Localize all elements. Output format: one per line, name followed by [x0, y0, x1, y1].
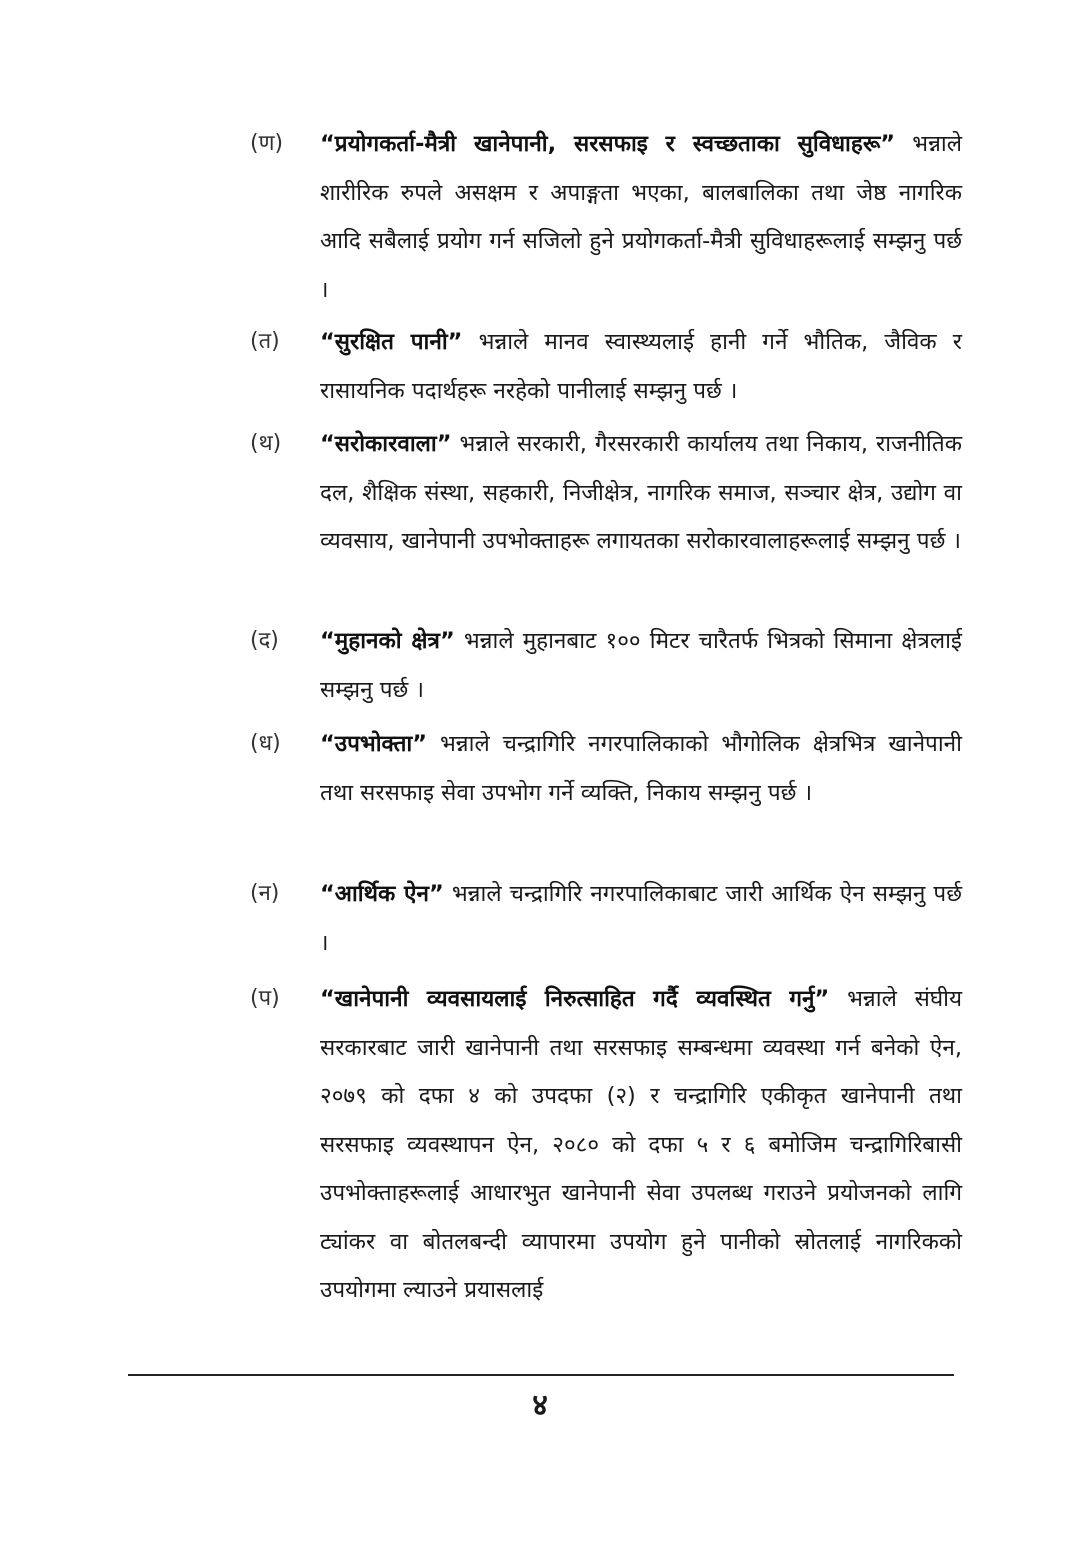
defined-term: “प्रयोगकर्ता-मैत्री खानेपानी, सरसफाइ र स्वच्छताका सुविधाहरू” — [320, 131, 896, 157]
clause-body — [320, 720, 962, 817]
clause-body — [320, 870, 962, 967]
page-number: ४ — [532, 1388, 548, 1423]
definition-text: भन्नाले सरकारी, गैरसरकारी कार्यालय तथा निकाय, राजनीतिक दल, शैक्षिक संस्था, सहकारी, निजीक्षेत्र, नागरिक समाज, सञ्चार क्षेत्र, उद्योग वा व्यवसाय, खानेपानी उपभोक्ताहरू लगायतका सरोकारवालाहरूलाई सम्झनु पर्छ । — [320, 431, 962, 554]
clause-na2 — [250, 870, 962, 967]
clause-marker: (ण) — [250, 131, 284, 156]
clause-marker: (ध) — [250, 731, 281, 756]
clause-pa — [250, 975, 962, 1315]
defined-term: “उपभोक्ता” — [320, 731, 428, 757]
defined-term: “आर्थिक ऐन” — [320, 881, 444, 907]
definition-text: भन्नाले शारीरिक रुपले असक्षम र अपाङ्गता भएका, बालबालिका तथा जेष्ठ नागरिक आदि सबैलाई प्रयोग गर्न सजिलो हुने प्रयोगकर्ता-मैत्री सुविधाहरूलाई सम्झनु पर्छ । — [320, 131, 962, 303]
definition-text: भन्नाले संघीय सरकारबाट जारी खानेपानी तथा सरसफाइ सम्बन्धमा व्यवस्था गर्न बनेको ऐन, २०७९ को दफा ४ को उपदफा (२) र चन्द्रागिरि एकीकृत खानेपानी तथा सरसफाइ व्यवस्थापन ऐन, २०८० को दफा ५ र ६ बमोजिम चन्द्रागिरिबासी उपभोक्ताहरूलाई आधारभुत खानेपानी सेवा उपलब्ध गराउने प्रयोजनको लागि ट्यांकर वा बोतलबन्दी व्यापारमा उपयोग हुने पानीको स्रोतलाई नागरिकको उपयोगमा ल्याउने प्रयासलाई — [320, 986, 963, 1303]
clause-body — [320, 120, 962, 314]
definition-text: भन्नाले चन्द्रागिरि नगरपालिकाबाट जारी आर्थिक ऐन सम्झनु पर्छ । — [320, 881, 962, 956]
definition-text: भन्नाले मानव स्वास्थ्यलाई हानी गर्ने भौतिक, जैविक र रासायनिक पदार्थहरू नरहेको पानीलाई सम्झनु पर्छ । — [320, 329, 962, 404]
clause-dha — [250, 720, 962, 817]
clause-marker: (प) — [250, 986, 280, 1011]
footer-rule — [128, 1374, 954, 1376]
defined-term: “सुरक्षित पानी” — [320, 329, 463, 355]
definition-text: भन्नाले मुहानबाट १०० मिटर चारैतर्फ भित्रको सिमाना क्षेत्रलाई सम्झनु पर्छ । — [320, 628, 962, 703]
clause-body — [320, 975, 962, 1315]
clause-body — [320, 617, 962, 714]
defined-term: “मुहानको क्षेत्र” — [320, 628, 455, 654]
clause-ta — [250, 318, 962, 415]
clause-body — [320, 420, 962, 566]
clause-marker: (थ) — [250, 431, 282, 456]
defined-term: “खानेपानी व्यवसायलाई निरुत्साहित गर्दै व्यवस्थित गर्नु” — [320, 986, 830, 1012]
clause-marker: (न) — [250, 881, 280, 906]
clause-na — [250, 120, 962, 314]
defined-term: “सरोकारवाला” — [320, 431, 452, 457]
clause-da — [250, 617, 962, 714]
clause-marker: (द) — [250, 628, 279, 653]
definition-text: भन्नाले चन्द्रागिरि नगरपालिकाको भौगोलिक क्षेत्रभित्र खानेपानी तथा सरसफाइ सेवा उपभोग गर्ने व्यक्ति, निकाय सम्झनु पर्छ । — [320, 731, 962, 806]
clause-marker: (त) — [250, 329, 280, 354]
clause-tha — [250, 420, 962, 566]
clause-body — [320, 318, 962, 415]
